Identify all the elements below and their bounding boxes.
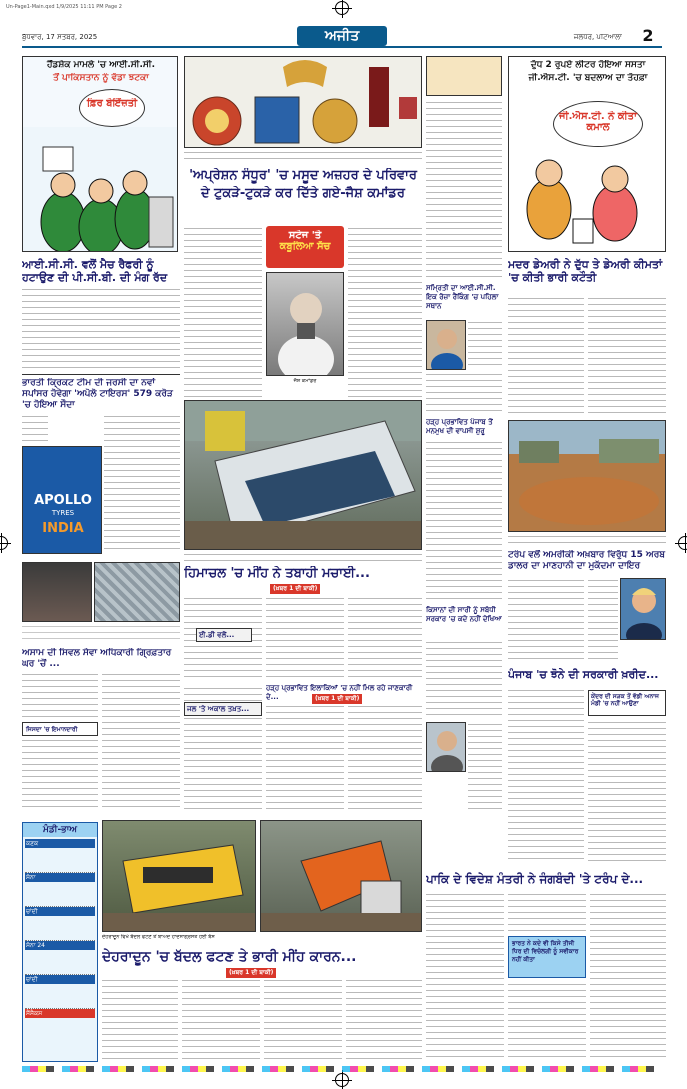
- punjab-floods-body-3: [348, 704, 422, 812]
- trump-body-2: [588, 578, 618, 662]
- registration-mark-bottom: [335, 1073, 349, 1087]
- ad-box-top: [426, 56, 502, 96]
- sindoor-headline-2: ਦੇ ਟੁਕੜੇ-ਟੁਕੜੇ ਕਰ ਦਿੱਤੇ ਗਏ-ਜੈਸ਼ ਕਮਾਂਡਰ: [201, 186, 405, 201]
- col3-body-2: [426, 372, 502, 416]
- icc-body: [22, 287, 180, 371]
- header-date: ਬੁੱਧਵਾਰ, 17 ਸਤੰਬਰ, 2025: [22, 34, 98, 41]
- punjab-floods-body-2: [266, 704, 344, 812]
- col3-body-4: [426, 640, 502, 720]
- excavator-drawing: [261, 821, 422, 932]
- trump-portrait: [621, 579, 666, 640]
- dehradun-photo-caption: ਦੇਹਰਾਦੂਨ ਵਿਖੇ ਬੱਦਲ ਫਟਣ ਤੋਂ ਬਾਅਦ ਹਾਦਸਾਗ੍ਰਸਤ ਹੋਈ ਬੱਸ: [102, 934, 215, 940]
- kejriwal-portrait: [427, 723, 466, 772]
- cartoon1-headline-1: ਹੈਂਡਸ਼ੇਕ ਮਾਮਲੇ 'ਚ ਆਈ.ਸੀ.ਸੀ.: [46, 60, 156, 70]
- assam-headline: ਅਸਾਮ ਦੀ ਸਿਵਲ ਸੇਵਾ ਅਧਿਕਾਰੀ ਗ੍ਰਿਫ਼ਤਾਰ ਘਰ 'ਚੋਂ ...: [22, 648, 172, 669]
- apollo-headline: ਭਾਰਤੀ ਕ੍ਰਿਕਟ ਟੀਮ ਦੀ ਜਰਸੀ ਦਾ ਨਵਾਂ ਸਪਾਂਸਰ ਹੋਵੇਗਾ 'ਅਪੋਲੋ ਟਾਇਰਸ' 579 ਕਰੋੜ 'ਚ ਹੋਇਆ ਸੌਦਾ: [22, 378, 173, 410]
- dehradun-body-1: [102, 978, 178, 1060]
- sindoor-headline-1: 'ਅਪ੍ਰੇਸ਼ਨ ਸੰਧੂਰ' 'ਚ ਮਸੂਦ ਅਜ਼ਹਰ ਦੇ ਪਰਿਵਾਰ: [189, 168, 417, 183]
- registration-mark-right: [678, 536, 687, 550]
- dehradun-body-4: [346, 978, 422, 1060]
- col3-body-1: [426, 100, 502, 280]
- commander-silhouette: [267, 273, 344, 376]
- cartoon-pakistan: [22, 56, 178, 252]
- pak-body-3: [508, 982, 586, 1058]
- market-rows: [23, 837, 97, 1041]
- flood-return-headline: ਹੜ੍ਹ ਪ੍ਰਭਾਵਿਤ ਪੰਜਾਬ ਤੋਂ ਮਨਮੁਖ ਦੀ ਵਾਪਸੀ ਸ਼ੁਰੂ: [426, 418, 493, 435]
- market-row: ਸੋਨਾ: [25, 873, 95, 907]
- apollo-body-2: [104, 414, 180, 554]
- sindoor-body-2: [348, 226, 422, 416]
- sindoor-body-1: [184, 226, 262, 416]
- smriti-photo: [426, 320, 466, 370]
- page-number: 2: [642, 26, 654, 45]
- himachal-tag: (ਖ਼ਬਰ 1 ਦੀ ਬਾਕੀ): [270, 584, 320, 594]
- himachal-photo-caption: [184, 552, 422, 562]
- jersey-text-apollo: APOLLO: [34, 493, 92, 508]
- apollo-body-1: [22, 414, 48, 444]
- smriti-body: [468, 320, 502, 370]
- market-row: ਸੈਂਸੈਕਸ: [25, 1009, 95, 1039]
- market-row: ਕਣਕ: [25, 839, 95, 873]
- pak-body-4: [590, 892, 666, 1058]
- art-exhibition-photo: [184, 56, 422, 148]
- registration-mark-top: [335, 1, 349, 15]
- pak-body-1: [426, 892, 504, 1058]
- dehradun-excavator-photo: [260, 820, 422, 932]
- trump-photo: [620, 578, 666, 640]
- pak-body-2: [508, 892, 586, 932]
- jersey-text-tyres: TYRES: [51, 509, 75, 517]
- onion-pile-drawing: [509, 421, 666, 532]
- himachal-headline: ਹਿਮਾਚਲ 'ਚ ਮੀਂਹ ਨੇ ਤਬਾਹੀ ਮਚਾਈ...: [184, 566, 370, 581]
- kejriwal-photo: [426, 722, 466, 772]
- punjab-floods-tag: (ਖ਼ਬਰ 1 ਦੀ ਬਾਕੀ): [312, 694, 362, 704]
- market-row: ਚਾਂਦੀ: [25, 907, 95, 941]
- dehradun-body-2: [182, 978, 260, 1060]
- dairy-photo: [508, 420, 666, 532]
- mother-dairy-headline: ਮਦਰ ਡੇਅਰੀ ਨੇ ਦੁੱਧ ਤੇ ਡੇਅਰੀ ਕੀਮਤਾਂ 'ਚ ਕੀਤੀ ਭਾਰੀ ਕਟੌਤੀ: [508, 258, 663, 284]
- cartoon1-headline-2: ਤੋਂ ਪਾਕਿਸਤਾਨ ਨੂੰ ਵੱਡਾ ਝਟਕਾ: [53, 73, 149, 83]
- smriti-headline: ਸਮ੍ਰਿਤੀ ਦਾ ਆਈ.ਸੀ.ਸੀ. ਇਕ ਰੋਜ਼ਾ ਰੈਂਕਿੰਗ 'ਚ ਪਹਿਲਾ ਸਥਾਨ: [426, 284, 499, 310]
- jaish-commander-photo: [266, 272, 344, 376]
- paddy-body-1: [508, 688, 584, 864]
- himachal-bus-photo: [184, 400, 422, 550]
- art-photo-caption: [184, 150, 422, 164]
- trump-headline: ਟਰੰਪ ਵਲੋਂ ਅਮਰੀਕੀ ਅਖ਼ਬਾਰ ਵਿਰੁੱਧ 15 ਅਰਬ ਡਾਲਰ ਦਾ ਮਾਣਹਾਨੀ ਦਾ ਮੁਕੱਦਮਾ ਦਾਇਰ: [508, 550, 665, 571]
- col4-body-2: [588, 296, 666, 416]
- himachal-body-3: [348, 596, 422, 682]
- cartoon2-headline-1: ਦੁੱਧ 2 ਰੁਪਏ ਲੀਟਰ ਹੋਇਆ ਸਸਤਾ: [530, 60, 646, 70]
- icc-headline: ਆਈ.ਸੀ.ਸੀ. ਵਲੋਂ ਮੈਚ ਰੈਫਰੀ ਨੂੰ ਹਟਾਉਣ ਦੀ ਪੀ.ਸੀ.ਬੀ. ਦੀ ਮੰਗ ਰੱਦ: [22, 258, 168, 284]
- himachal-debris-drawing: [185, 401, 422, 550]
- smriti-portrait: [427, 321, 466, 370]
- col4-body-1: [508, 296, 584, 416]
- assam-photo-caption: [22, 624, 180, 644]
- gst-speech-bubble: ਜੀ.ਐਸ.ਟੀ. ਨੇ ਕੀਤਾ ਕਮਾਲ: [553, 101, 643, 147]
- pak-highlight-box: ਭਾਰਤ ਨੇ ਕਦੇ ਵੀ ਕਿਸੇ ਤੀਜੀ ਧਿਰ ਦੀ ਵਿਚੋਲਗੀ ਨੂੰ ਸਵੀਕਾਰ ਨਹੀਂ ਕੀਤਾ: [508, 936, 586, 978]
- assam-body-1: [22, 672, 98, 812]
- header-edition: ਜਲੰਧਰ, ਪਟਿਆਲਾ: [573, 34, 622, 41]
- cartoon2-headline-2: ਜੀ.ਐਸ.ਟੀ. 'ਚ ਬਦਲਾਅ ਦਾ ਤੋਹਫ਼ਾ: [528, 73, 648, 83]
- print-slug: Un-Page1-Main.qxd 1/9/2025 11:11 PM Page 2: [6, 4, 122, 10]
- market-row: ਚਾਂਦੀ: [25, 975, 95, 1009]
- himachal-box-ed: ਈ.ਡੀ ਵਲੋਂ...: [196, 628, 252, 642]
- market-rates-box: [22, 822, 98, 1062]
- market-box-title: ਮੰਡੀ-ਭਾਅ: [23, 823, 97, 837]
- page-header: [22, 26, 662, 48]
- assam-photo-1: [22, 562, 92, 622]
- kejriwal-headline: ਕਿਸਾਨਾਂ ਦੀ ਸਾਰੀ ਨੂੰ ਸਬੰਧੀ ਸਰਕਾਰ 'ਚ ਕਦੇ ਨਹੀਂ ਦੇਖਿਆ: [426, 606, 502, 623]
- apollo-jersey-photo: [22, 446, 102, 554]
- assam-body-2: [102, 672, 180, 812]
- color-calibration-bar: [22, 1066, 662, 1072]
- punjab-floods-headline: ਹੜ੍ਹ ਪ੍ਰਭਾਵਿਤ ਇਲਾਕਿਆਂ 'ਚ ਨਹੀਂ ਮਿਲ ਰਹੇ ਜਾਣਕਾਰੀ ਦੇ...: [266, 684, 413, 701]
- cartoon-gst: [508, 56, 666, 252]
- dehradun-bus-photo: [102, 820, 256, 932]
- assam-subhead: ਜਿਸਦਾ 'ਚ ਇਮਾਨਦਾਰੀ: [22, 722, 98, 736]
- dairy-photo-caption: [508, 534, 666, 546]
- himachal-body-2: [266, 596, 344, 682]
- col3-body-3: [426, 440, 502, 600]
- jersey-text-india: INDIA: [42, 521, 84, 536]
- paddy-headline: ਪੰਜਾਬ 'ਚ ਝੋਨੇ ਦੀ ਸਰਕਾਰੀ ਖ਼ਰੀਦ...: [508, 668, 659, 681]
- pakistan-fm-headline: ਪਾਕਿ ਦੇ ਵਿਦੇਸ਼ ਮੰਤਰੀ ਨੇ ਜੰਗਬੰਦੀ 'ਤੇ ਟਰੰਪ ਦੇ...: [426, 872, 644, 886]
- commander-caption: ਜੈਸ਼ ਕਮਾਂਡਰ: [293, 378, 317, 384]
- cartoon1-drawing: [23, 127, 178, 251]
- dehradun-body-3: [264, 978, 342, 1060]
- sindoor-kicker: ਸਟੇਜ 'ਤੇ ਕਬੂਲਿਆ ਸੱਚ: [266, 226, 344, 268]
- assam-photo-2: [94, 562, 180, 622]
- trump-body-1: [508, 578, 584, 662]
- himachal-box-akal: ਜਲ 'ਤੇ ਅਕਾਲ ਤਖ਼ਤ...: [184, 702, 262, 716]
- paddy-subhead: ਕੇਂਦਰ ਦੀ ਸੜਕ ਤੋਂ ਵੱਡੀ ਅਨਾਜ ਮੰਡੀ 'ਚ ਨਹੀਂ ਆਉਣਾ: [588, 690, 666, 716]
- paddy-body-2: [588, 720, 666, 864]
- col3-body-5: [468, 722, 502, 812]
- speech-bubble: ਫ਼ਿਰ ਬੇਇੱਜ਼ਤੀ: [79, 89, 145, 127]
- registration-mark-left: [0, 536, 8, 550]
- cartoon2-drawing: [509, 149, 666, 251]
- dehradun-headline: ਦੇਹਰਾਦੂਨ 'ਚ ਬੱਦਲ ਫਟਣ ਤੇ ਭਾਰੀ ਮੀਂਹ ਕਾਰਨ...: [102, 949, 357, 965]
- masthead: ਅਜੀਤ: [297, 26, 387, 46]
- dehradun-tag: (ਖ਼ਬਰ 1 ਦੀ ਬਾਕੀ): [226, 968, 276, 978]
- market-row: ਸੋਨਾ 24: [25, 941, 95, 975]
- divider: [22, 374, 180, 375]
- art-exhibition-drawing: [185, 57, 422, 148]
- dehradun-bus-drawing: [103, 821, 256, 932]
